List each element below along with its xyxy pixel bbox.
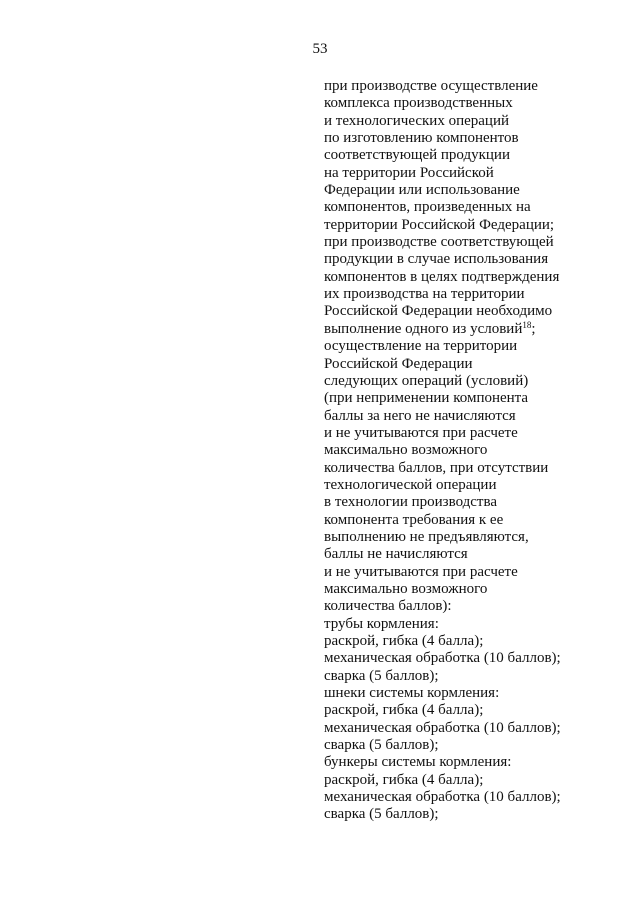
text-line: технологической операции — [324, 476, 497, 493]
text-line: следующих операций (условий) — [324, 372, 529, 389]
text-line: сварка (5 баллов); — [324, 737, 439, 754]
text-line-content: выполнение одного из условий — [324, 320, 523, 337]
text-line: механическая обработка (10 баллов); — [324, 789, 561, 806]
text-line: компонентов в целях подтверждения — [324, 268, 560, 285]
text-line: раскрой, гибка (4 балла); — [324, 702, 484, 719]
text-line: территории Российской Федерации; — [324, 216, 555, 233]
text-line: и не учитываются при расчете — [324, 424, 518, 441]
body-text — [324, 78, 624, 824]
text-line: и не учитываются при расчете — [324, 563, 518, 580]
text-line: механическая обработка (10 баллов); — [324, 650, 561, 667]
text-line: механическая обработка (10 баллов); — [324, 719, 561, 736]
text-line: при производстве соответствующей — [324, 234, 554, 251]
text-line: количества баллов, при отсутствии — [324, 459, 549, 476]
text-line: Российской Федерации необходимо — [324, 303, 553, 320]
text-line: раскрой, гибка (4 балла); — [324, 771, 484, 788]
text-line: выполнению не предъявляются, — [324, 528, 529, 545]
text-line: Федерации или использование — [324, 182, 520, 199]
text-line: по изготовлению компонентов — [324, 130, 519, 147]
text-line: сварка (5 баллов); — [324, 667, 439, 684]
text-line: баллы за него не начисляются — [324, 407, 516, 424]
text-line: на территории Российской — [324, 164, 494, 181]
text-line: продукции в случае использования — [324, 251, 549, 268]
text-line: их производства на территории — [324, 286, 525, 303]
text-line: соответствующей продукции — [324, 147, 510, 164]
text-line: шнеки системы кормления: — [324, 685, 500, 702]
text-line: баллы не начисляются — [324, 546, 468, 563]
footnote-trailing-punctuation: ; — [531, 320, 536, 337]
text-line: максимально возможного — [324, 580, 488, 597]
text-line: в технологии производства — [324, 494, 498, 511]
text-line: при производстве осуществление — [324, 78, 538, 94]
text-line-with-footnote — [324, 321, 624, 338]
text-line: (при неприменении компонента — [324, 390, 529, 407]
text-line: сварка (5 баллов); — [324, 806, 439, 823]
text-line: Российской Федерации — [324, 355, 473, 372]
text-line: осуществление на территории — [324, 338, 518, 355]
text-line: количества баллов): — [324, 598, 452, 615]
text-line: максимально возможного — [324, 442, 488, 459]
text-line: компонента требования к ее — [324, 511, 504, 528]
page-number: 53 — [312, 41, 328, 57]
text-line: трубы кормления: — [324, 615, 439, 632]
text-line: компонентов, произведенных на — [324, 199, 531, 216]
footnote-marker[interactable]: 18 — [522, 319, 532, 330]
text-line: комплекса производственных — [324, 95, 513, 112]
text-line: и технологических операций — [324, 112, 510, 129]
text-line: бункеры системы кормления: — [324, 754, 512, 771]
text-line: раскрой, гибка (4 балла); — [324, 633, 484, 649]
